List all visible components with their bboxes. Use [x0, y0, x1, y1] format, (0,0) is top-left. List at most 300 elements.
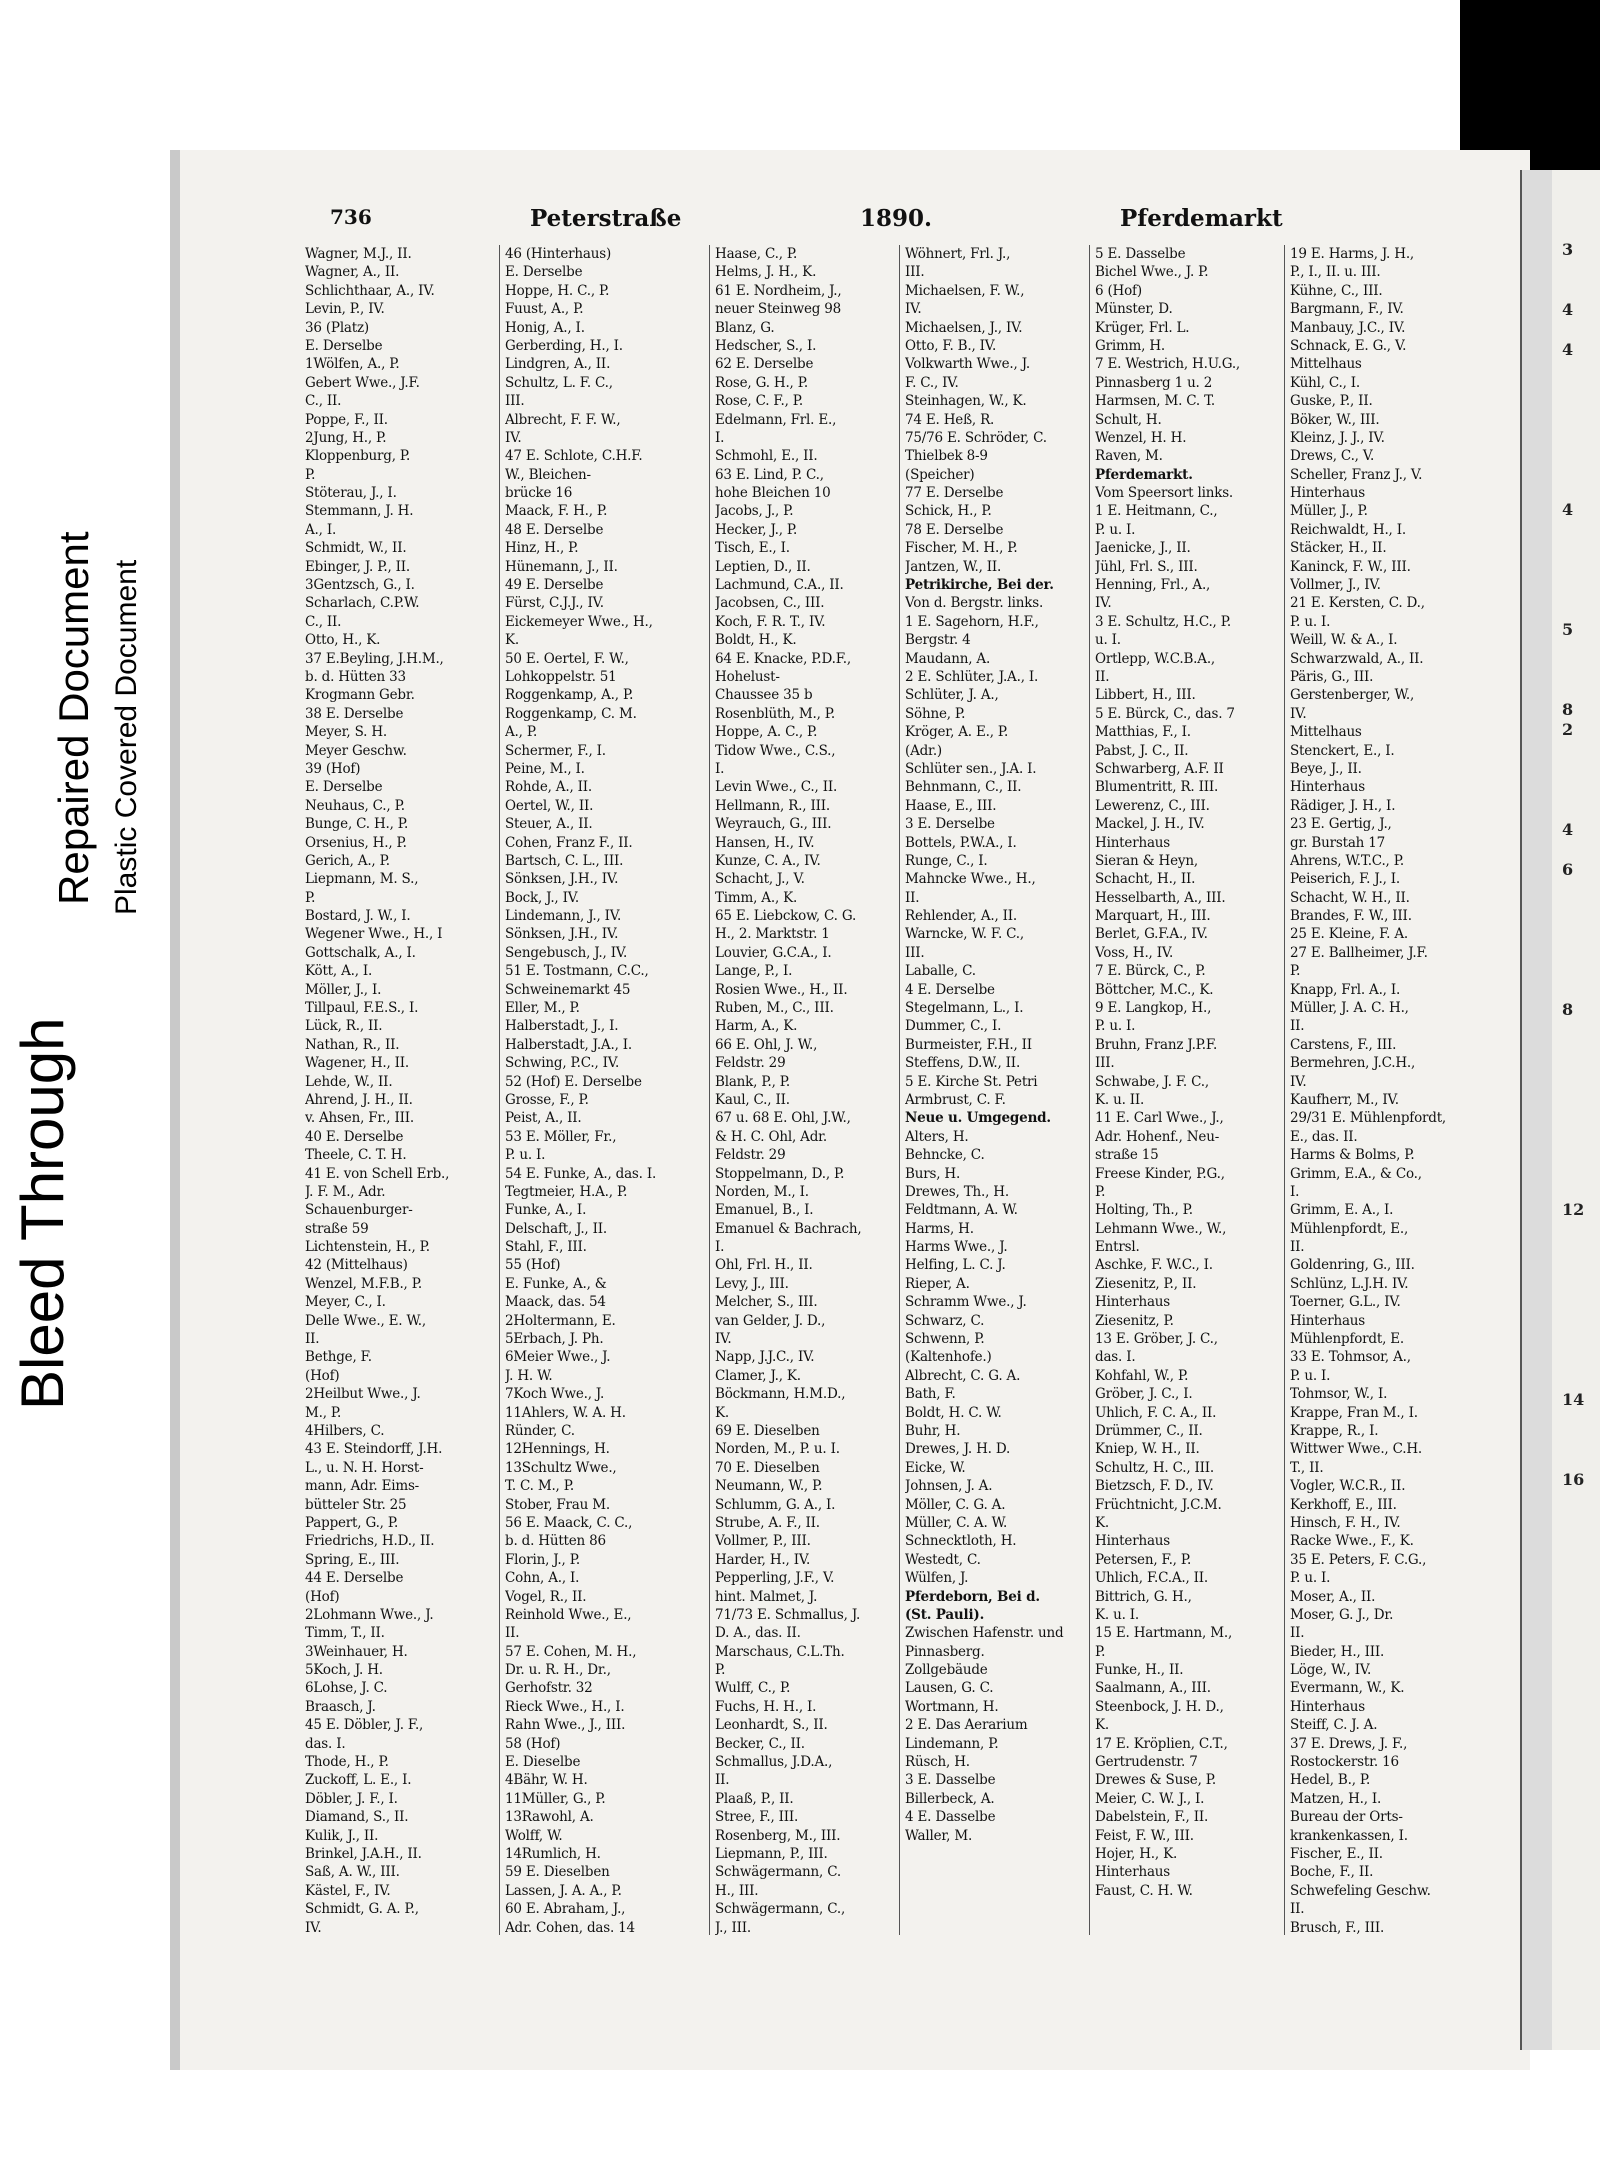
directory-entry: mann, Adr. Eims-: [305, 1478, 420, 1495]
directory-entry: Lange, P., I.: [715, 963, 793, 980]
next-page-mark: 5: [1562, 620, 1574, 639]
directory-entry: Maack, F. H., P.: [505, 503, 608, 520]
directory-entry: Neue u. Umgegend.: [905, 1110, 1051, 1127]
directory-entry: Delle Wwe., E. W.,: [305, 1312, 426, 1329]
directory-entry: Kühl, C., I.: [1290, 374, 1361, 391]
directory-entry: Schauenburger-: [305, 1202, 413, 1219]
directory-entry: Delschaft, J., II.: [505, 1220, 607, 1237]
directory-column-4: [905, 245, 1090, 1845]
directory-entry: Schwarzwald, A., II.: [1290, 650, 1424, 667]
directory-entry: I.: [715, 760, 725, 777]
directory-entry: Strube, A. F., II.: [715, 1514, 820, 1531]
directory-entry: Mittelhaus: [1290, 356, 1362, 373]
directory-entry: Stober, Frau M.: [505, 1496, 610, 1513]
directory-entry: Müller, C. A. W.: [905, 1514, 1008, 1531]
directory-entry: Lohkoppelstr. 51: [505, 668, 617, 685]
page-fold: [1520, 170, 1552, 2050]
header-street-right: Pferdemarkt: [1120, 205, 1283, 232]
directory-entry: Mittelhaus: [1290, 724, 1362, 741]
header-street-left: Peterstraße: [530, 205, 682, 232]
directory-entry: Schwing, P.C., IV.: [505, 1055, 620, 1072]
directory-entry: Adr. Hohenf., Neu-: [1095, 1128, 1220, 1145]
directory-entry: Eicke, W.: [905, 1459, 966, 1476]
directory-entry: Rose, C. F., P.: [715, 393, 803, 410]
directory-entry: Wulff, C., P.: [715, 1680, 791, 1697]
directory-entry: Schwabe, J. F. C.,: [1095, 1073, 1209, 1090]
directory-entry: Guske, P., II.: [1290, 393, 1373, 410]
directory-entry: IV.: [305, 1919, 322, 1936]
directory-entry: Gertrudenstr. 7: [1095, 1754, 1198, 1771]
directory-entry: 37 E.Beyling, J.H.M.,: [305, 650, 444, 667]
directory-entry: Neuhaus, C., P.: [305, 797, 405, 814]
directory-entry: Helms, J. H., K.: [715, 264, 817, 281]
directory-entry: Boldt, H. C. W.: [905, 1404, 1002, 1421]
directory-entry: Haase, C., P.: [715, 246, 798, 262]
directory-entry: Bartsch, C. L., III.: [505, 852, 624, 869]
directory-entry: Eickemeyer Wwe., H.,: [505, 613, 653, 630]
directory-entry: Buhr, H.: [905, 1423, 961, 1439]
directory-entry: Blumentritt, R. III.: [1095, 779, 1219, 796]
directory-entry: Krogmann Gebr.: [305, 687, 415, 704]
directory-entry: Zollgebäude: [905, 1662, 988, 1679]
directory-entry: Rüsch, H.: [905, 1754, 970, 1771]
directory-entry: Boche, F., II.: [1290, 1864, 1374, 1881]
column-rule: [709, 245, 710, 1935]
directory-entry: K.: [505, 632, 519, 649]
directory-entry: Stöterau, J., I.: [305, 485, 397, 502]
directory-entry: Halberstadt, J.A., I.: [505, 1036, 632, 1053]
directory-entry: Thielbek 8-9: [905, 448, 988, 465]
directory-entry: II.: [715, 1772, 730, 1789]
directory-entry: Haase, E., III.: [905, 797, 997, 814]
directory-entry: 54 E. Funke, A., das. I.: [505, 1165, 657, 1182]
directory-entry: Leonhardt, S., II.: [715, 1717, 828, 1734]
directory-entry: Koch, F. R. T., IV.: [715, 613, 826, 630]
directory-entry: P. u. I.: [1290, 1367, 1331, 1384]
directory-entry: Schwefeling Geschw.: [1290, 1882, 1431, 1899]
directory-entry: Reichwaldt, H., I.: [1290, 521, 1406, 538]
directory-entry: P.: [1290, 963, 1301, 980]
directory-entry: Kaninck, F. W., III.: [1290, 558, 1411, 575]
directory-entry: Gottschalk, A., I.: [305, 944, 416, 961]
directory-entry: Fürst, C.J.J., IV.: [505, 595, 604, 612]
directory-entry: Bottels, P.W.A., I.: [905, 834, 1017, 851]
directory-entry: 70 E. Dieselben: [715, 1459, 820, 1476]
directory-entry: Knapp, Frl. A., I.: [1290, 981, 1401, 998]
directory-entry: II.: [505, 1625, 520, 1642]
directory-entry: Gerberding, H., I.: [505, 337, 623, 354]
column-rule: [499, 245, 500, 1935]
directory-entry: Tohmsor, W., I.: [1290, 1386, 1388, 1403]
directory-entry: 44 E. Derselbe: [305, 1570, 404, 1587]
directory-entry: Schwenn, P.: [905, 1331, 985, 1348]
directory-entry: III.: [1095, 1055, 1115, 1072]
directory-entry: Rieper, A.: [905, 1275, 970, 1292]
directory-entry: Melcher, S., III.: [715, 1294, 818, 1311]
directory-entry: Helfing, L. C. J.: [905, 1257, 1006, 1274]
directory-entry: Schacht, H., II.: [1095, 871, 1196, 888]
directory-entry: Dummer, C., I.: [905, 1018, 1002, 1035]
directory-entry: Krappe, Fran M., I.: [1290, 1404, 1418, 1421]
directory-entry: II.: [1095, 668, 1110, 685]
directory-entry: 71/73 E. Schmallus, J.: [715, 1606, 861, 1623]
repaired-document-label: Repaired Document: [50, 531, 97, 905]
directory-entry: Schlichthaar, A., IV.: [305, 282, 435, 299]
directory-entry: C., II.: [305, 613, 342, 630]
directory-entry: II.: [1290, 1901, 1305, 1918]
directory-entry: Vom Speersort links.: [1095, 485, 1234, 502]
directory-entry: u. I.: [1095, 632, 1121, 649]
directory-entry: 60 E. Abraham, J.,: [505, 1901, 626, 1918]
directory-entry: Lindemann, J., IV.: [505, 908, 622, 925]
directory-entry: Jaenicke, J., II.: [1095, 540, 1191, 557]
directory-entry: van Gelder, J. D.,: [715, 1312, 826, 1329]
next-page-mark: 14: [1562, 1390, 1585, 1409]
directory-entry: Vogel, R., II.: [505, 1588, 587, 1605]
directory-entry: II.: [1290, 1239, 1305, 1256]
directory-entry: Lassen, J. A. A., P.: [505, 1882, 622, 1899]
directory-entry: J., III.: [715, 1919, 751, 1936]
directory-entry: & H. C. Ohl, Adr.: [715, 1128, 828, 1145]
directory-entry: Faust, C. H. W.: [1095, 1882, 1193, 1899]
next-page-mark: 4: [1562, 340, 1574, 359]
directory-entry: Wenzel, H. H.: [1095, 429, 1187, 446]
directory-entry: 5 E. Kirche St. Petri: [905, 1073, 1038, 1090]
directory-entry: 15 E. Hartmann, M.,: [1095, 1625, 1233, 1642]
directory-entry: Gebert Wwe., J.F.: [305, 374, 420, 391]
directory-entry: Möller, J., I.: [305, 981, 382, 998]
directory-entry: Krüger, Frl. L.: [1095, 319, 1190, 336]
directory-entry: K. u. I.: [1095, 1606, 1139, 1623]
directory-entry: Lindemann, P.: [905, 1735, 999, 1752]
directory-entry: J. H. W.: [505, 1367, 553, 1384]
directory-entry: 6 (Hof): [1095, 282, 1142, 299]
directory-entry: Funke, A., I.: [505, 1202, 587, 1219]
directory-entry: Von d. Bergstr. links.: [905, 595, 1044, 612]
directory-entry: P.: [305, 889, 316, 906]
directory-entry: Fuchs, H. H., I.: [715, 1698, 817, 1715]
directory-entry: E., das. II.: [1290, 1128, 1358, 1145]
directory-entry: Weyrauch, G., III.: [715, 816, 832, 833]
directory-column-5: [1095, 245, 1285, 1900]
directory-entry: Harms, H.: [905, 1220, 974, 1237]
header-year: 1890.: [860, 205, 933, 232]
directory-entry: 27 E. Ballheimer, J.F.: [1290, 944, 1428, 961]
directory-entry: 51 E. Tostmann, C.C.,: [505, 963, 649, 980]
directory-entry: H., III.: [715, 1882, 759, 1899]
directory-entry: Müller, J. A. C. H.,: [1290, 1000, 1409, 1017]
directory-entry: 23 E. Gertig, J.,: [1290, 816, 1392, 833]
directory-entry: Tidow Wwe., C.S.,: [715, 742, 836, 759]
directory-entry: hint. Malmet, J.: [715, 1588, 818, 1605]
directory-entry: 9 E. Langkop, H.,: [1095, 1000, 1212, 1017]
directory-entry: Poppe, F., II.: [305, 411, 388, 428]
directory-entry: 7 E. Bürck, C., P.: [1095, 963, 1206, 980]
directory-entry: P. u. I.: [1290, 613, 1331, 630]
directory-entry: 12Hennings, H.: [505, 1441, 610, 1458]
directory-entry: Moser, A., II.: [1290, 1588, 1376, 1605]
directory-entry: Schmohl, E., II.: [715, 448, 818, 465]
directory-entry: Rostockerstr. 16: [1290, 1754, 1399, 1771]
directory-entry: Uhlich, F. C. A., II.: [1095, 1404, 1217, 1421]
directory-entry: Früchtnicht, J.C.M.: [1095, 1496, 1222, 1513]
directory-entry: Hinterhaus: [1095, 1864, 1171, 1881]
next-page-mark: 2: [1562, 720, 1574, 739]
directory-entry: II.: [1290, 1625, 1305, 1642]
directory-entry: I.: [715, 1239, 725, 1256]
directory-entry: Rahn Wwe., J., III.: [505, 1717, 626, 1734]
directory-entry: 1 E. Heitmann, C.,: [1095, 503, 1218, 520]
directory-entry: Schlumm, G. A., I.: [715, 1496, 836, 1513]
directory-entry: Wenzel, M.F.B., P.: [305, 1275, 422, 1292]
directory-entry: 77 E. Derselbe: [905, 485, 1004, 502]
directory-entry: Ruben, M., C., III.: [715, 1000, 834, 1017]
directory-entry: Brandes, F. W., III.: [1290, 908, 1412, 925]
directory-entry: Hellmann, R., III.: [715, 797, 830, 814]
directory-entry: II.: [1290, 1018, 1305, 1035]
directory-entry: Becker, C., II.: [715, 1735, 805, 1752]
directory-entry: Vollmer, J., IV.: [1290, 577, 1381, 594]
directory-entry: Rosenberg, M., III.: [715, 1827, 841, 1844]
directory-entry: das. I.: [1095, 1349, 1136, 1366]
directory-entry: Theele, C. T. H.: [305, 1147, 407, 1164]
directory-entry: Schacht, W. H., II.: [1290, 889, 1410, 906]
directory-entry: Thode, H., P.: [305, 1754, 389, 1771]
directory-entry: Tillpaul, F.E.S., I.: [305, 1000, 419, 1017]
directory-entry: K.: [715, 1404, 729, 1421]
directory-entry: Toerner, G.L., IV.: [1290, 1294, 1401, 1311]
directory-entry: Ohl, Frl. H., II.: [715, 1257, 813, 1274]
directory-column-1: [305, 245, 500, 1937]
directory-entry: Emanuel & Bachrach,: [715, 1220, 862, 1237]
directory-entry: Runge, C., I.: [905, 852, 988, 869]
directory-entry: IV.: [1095, 595, 1112, 612]
directory-entry: neuer Steinweg 98: [715, 301, 842, 318]
directory-entry: 5Koch, J. H.: [305, 1662, 383, 1679]
directory-entry: Adr. Cohen, das. 14: [505, 1919, 635, 1936]
directory-entry: Westedt, C.: [905, 1551, 981, 1568]
directory-entry: I.: [1290, 1183, 1300, 1200]
directory-entry: Halberstadt, J., I.: [505, 1018, 619, 1035]
directory-entry: 64 E. Knacke, P.D.F.,: [715, 650, 851, 667]
directory-entry: C., II.: [305, 393, 342, 410]
directory-entry: Libbert, H., III.: [1095, 687, 1196, 704]
directory-entry: 2 E. Das Aerarium: [905, 1717, 1028, 1734]
directory-entry: 62 E. Derselbe: [715, 356, 814, 373]
directory-entry: Schultz, L. F. C.,: [505, 374, 613, 391]
directory-entry: krankenkassen, I.: [1290, 1827, 1408, 1844]
directory-entry: IV.: [715, 1331, 732, 1348]
directory-entry: Päris, G., III.: [1290, 668, 1374, 685]
plastic-covered-label: Plastic Covered Document: [110, 559, 143, 915]
directory-entry: 43 E. Steindorff, J.H.: [305, 1441, 443, 1458]
directory-entry: Böker, W., III.: [1290, 411, 1380, 428]
next-page-mark: 16: [1562, 1470, 1585, 1489]
directory-entry: Meyer, S. H.: [305, 724, 387, 741]
directory-entry: P.: [1095, 1183, 1106, 1200]
directory-entry: Wagner, M.J., II.: [305, 246, 412, 262]
directory-entry: 5 E. Dasselbe: [1095, 246, 1186, 262]
directory-entry: Zuckoff, L. E., I.: [305, 1772, 412, 1789]
directory-entry: Behncke, C.: [905, 1147, 985, 1164]
directory-entry: Maack, das. 54: [505, 1294, 606, 1311]
directory-entry: Lichtenstein, H., P.: [305, 1239, 430, 1256]
directory-entry: Jühl, Frl. S., III.: [1095, 558, 1198, 575]
directory-entry: Jacobsen, C., III.: [715, 595, 825, 612]
directory-entry: 19 E. Harms, J. H.,: [1290, 246, 1414, 262]
directory-entry: Marquart, H., III.: [1095, 908, 1211, 925]
directory-entry: Pferdeborn, Bei d.: [905, 1588, 1040, 1605]
directory-entry: Lewerenz, C., III.: [1095, 797, 1210, 814]
directory-entry: Bermehren, J.C.H.,: [1290, 1055, 1416, 1072]
directory-entry: II.: [305, 1331, 320, 1348]
directory-entry: Stoppelmann, D., P.: [715, 1165, 845, 1182]
directory-entry: Rosenblüth, M., P.: [715, 705, 835, 722]
directory-entry: Kröger, A. E., P.: [905, 724, 1009, 741]
directory-entry: Drews, C., V.: [1290, 448, 1375, 465]
directory-entry: Pinnasberg 1 u. 2: [1095, 374, 1213, 391]
directory-entry: Lehde, W., II.: [305, 1073, 393, 1090]
directory-entry: Petrikirche, Bei der.: [905, 577, 1054, 594]
directory-entry: Rose, G. H., P.: [715, 374, 808, 391]
directory-entry: Harder, H., IV.: [715, 1551, 811, 1568]
directory-entry: Henning, Frl., A.,: [1095, 577, 1211, 594]
directory-column-6: [1290, 245, 1490, 1937]
directory-entry: Lausen, G. C.: [905, 1680, 994, 1697]
column-rule: [899, 245, 900, 1935]
directory-entry: Ziesenitz, P., II.: [1095, 1275, 1197, 1292]
directory-entry: 6Meier Wwe., J.: [505, 1349, 611, 1366]
directory-entry: 63 E. Lind, P. C.,: [715, 466, 824, 483]
directory-entry: Matzen, H., I.: [1290, 1790, 1382, 1807]
directory-entry: 2 E. Schlüter, J.A., I.: [905, 668, 1039, 685]
directory-entry: Ründer, C.: [505, 1423, 575, 1439]
directory-entry: Albrecht, F. F. W.,: [505, 411, 621, 428]
directory-entry: Lück, R., II.: [305, 1018, 383, 1035]
directory-entry: b. d. Hütten 33: [305, 668, 406, 685]
directory-entry: (Hof): [305, 1588, 340, 1605]
directory-entry: 48 E. Derselbe: [505, 521, 604, 538]
directory-entry: Schlünz, L.J.H. IV.: [1290, 1275, 1409, 1292]
directory-entry: Behnmann, C., II.: [905, 779, 1022, 796]
directory-entry: 4 E. Derselbe: [905, 981, 995, 998]
directory-entry: Mackel, J. H., IV.: [1095, 816, 1205, 833]
directory-entry: Timm, T., II.: [305, 1625, 385, 1642]
directory-entry: das. I.: [305, 1735, 346, 1752]
directory-entry: Hesselbarth, A., III.: [1095, 889, 1226, 906]
directory-entry: Stahl, F., III.: [505, 1239, 587, 1256]
directory-entry: 2Holtermann, E.: [505, 1312, 616, 1329]
directory-entry: 56 E. Maack, C. C.,: [505, 1514, 633, 1531]
directory-entry: Bethge, F.: [305, 1349, 372, 1366]
next-page-mark: 3: [1562, 240, 1574, 259]
directory-entry: Stäcker, H., II.: [1290, 540, 1387, 557]
directory-entry: Grimm, E.A., & Co.,: [1290, 1165, 1422, 1182]
directory-entry: Scharlach, C.P.W.: [305, 595, 420, 612]
directory-entry: Rädiger, J. H., I.: [1290, 797, 1396, 814]
directory-entry: P.: [305, 466, 316, 483]
directory-entry: Berlet, G.F.A., IV.: [1095, 926, 1208, 943]
directory-entry: Möller, C. G. A.: [905, 1496, 1006, 1513]
directory-entry: Steuer, A., II.: [505, 816, 593, 833]
directory-entry: Weill, W. & A., I.: [1290, 632, 1398, 649]
directory-entry: Sengebusch, J., IV.: [505, 944, 628, 961]
directory-entry: Tisch, E., I.: [715, 540, 790, 557]
directory-entry: Meyer, C., I.: [305, 1294, 386, 1311]
directory-entry: Tegtmeier, H.A., P.: [505, 1183, 628, 1200]
directory-entry: W., Bleichen-: [505, 466, 591, 483]
directory-entry: Schwägermann, C.: [715, 1864, 841, 1881]
directory-entry: Grimm, E. A., I.: [1290, 1202, 1394, 1219]
directory-entry: Matthias, F., I.: [1095, 724, 1191, 741]
top-right-dark-edge: [1460, 0, 1600, 175]
directory-entry: Reinhold Wwe., E.,: [505, 1606, 632, 1623]
directory-entry: Brinkel, J.A.H., II.: [305, 1845, 422, 1862]
directory-entry: Norden, M., I.: [715, 1183, 809, 1200]
directory-entry: Pabst, J. C., II.: [1095, 742, 1189, 759]
directory-entry: Spring, E., III.: [305, 1551, 400, 1568]
directory-entry: Holting, Th., P.: [1095, 1202, 1193, 1219]
directory-entry: brücke 16: [505, 485, 573, 502]
directory-entry: Rehlender, A., II.: [905, 908, 1018, 925]
directory-entry: Ortlepp, W.C.B.A.,: [1095, 650, 1216, 667]
directory-entry: Harms & Bolms, P.: [1290, 1147, 1415, 1164]
directory-entry: Schacht, J., V.: [715, 871, 805, 888]
directory-entry: Plaaß, P., II.: [715, 1790, 794, 1807]
directory-entry: Sönksen, J.H., IV.: [505, 926, 619, 943]
directory-entry: Saß, A. W., III.: [305, 1864, 400, 1881]
directory-entry: 11Müller, G., P.: [505, 1790, 606, 1807]
directory-entry: Hansen, H., IV.: [715, 834, 815, 851]
directory-entry: Drewes, Th., H.: [905, 1183, 1009, 1200]
directory-entry: Hünemann, J., II.: [505, 558, 618, 575]
directory-entry: P. u. I.: [1095, 1018, 1136, 1035]
directory-entry: 13 E. Gröber, J. C.,: [1095, 1331, 1218, 1348]
directory-entry: Voss, H., IV.: [1095, 944, 1174, 961]
directory-entry: (St. Pauli).: [905, 1606, 985, 1623]
directory-entry: Levin, P., IV.: [305, 301, 385, 318]
directory-entry: Wagner, A., II.: [305, 264, 400, 281]
directory-entry: Nathan, R., II.: [305, 1036, 400, 1053]
directory-entry: Kleinz, J. J., IV.: [1290, 429, 1385, 446]
directory-entry: 21 E. Kersten, C. D.,: [1290, 595, 1425, 612]
directory-entry: Waller, M.: [905, 1827, 973, 1844]
directory-entry: 3 E. Schultz, H.C., P.: [1095, 613, 1231, 630]
directory-entry: Dr. u. R. H., Dr.,: [505, 1662, 611, 1679]
directory-entry: Albrecht, C. G. A.: [905, 1367, 1021, 1384]
directory-entry: Feist, F. W., III.: [1095, 1827, 1194, 1844]
directory-entry: P. u. I.: [1095, 521, 1136, 538]
directory-entry: L., u. N. H. Horst-: [305, 1459, 424, 1476]
directory-entry: Volkwarth Wwe., J.: [905, 356, 1030, 373]
directory-entry: 41 E. von Schell Erb.,: [305, 1165, 450, 1182]
directory-entry: E. Derselbe: [305, 779, 383, 796]
directory-entry: 53 E. Möller, Fr.,: [505, 1128, 617, 1145]
directory-entry: Schermer, F., I.: [505, 742, 606, 759]
directory-entry: Schwarz, C.: [905, 1312, 985, 1329]
directory-entry: Oertel, W., II.: [505, 797, 594, 814]
directory-entry: Lachmund, C.A., II.: [715, 577, 844, 594]
directory-entry: E. Derselbe: [505, 264, 583, 281]
directory-entry: Chaussee 35 b: [715, 687, 813, 704]
directory-entry: Döbler, J. F., I.: [305, 1790, 398, 1807]
directory-entry: Steffens, D.W., II.: [905, 1055, 1021, 1072]
directory-entry: Feldstr. 29: [715, 1055, 786, 1072]
directory-entry: Bureau der Orts-: [1290, 1809, 1403, 1826]
directory-entry: 29/31 E. Mühlenpfordt,: [1290, 1110, 1447, 1127]
directory-entry: Lindgren, A., II.: [505, 356, 611, 373]
directory-entry: Schick, H., P.: [905, 503, 992, 520]
